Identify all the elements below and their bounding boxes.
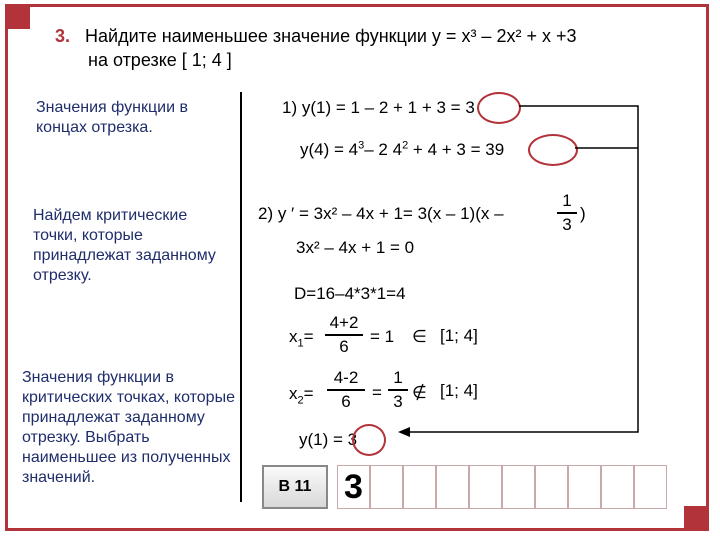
x1-result: = 1 — [370, 327, 395, 346]
derivative-fraction-den: 3 — [562, 214, 572, 234]
x2-fraction-den: 6 — [341, 391, 351, 411]
step-y1-expr: 1) у(1) = 1 – 2 + 1 + 3 = — [282, 98, 466, 117]
x1-eq: = — [303, 327, 314, 346]
x2-result-den: 3 — [393, 391, 403, 411]
x1-sub: 1 — [297, 337, 304, 350]
answer-cell[interactable] — [469, 465, 502, 509]
task-interval: на отрезке [ 1; 4 ] — [88, 50, 232, 70]
arrow-line — [400, 106, 638, 432]
step-y1-again-expr: у(1) = — [299, 430, 348, 449]
step-y1-value: 3 — [465, 98, 475, 117]
x1-fraction-den: 6 — [339, 336, 349, 356]
answer-cell[interactable] — [634, 465, 667, 509]
answer-cell[interactable]: 3 — [337, 465, 370, 509]
answer-cell[interactable] — [403, 465, 436, 509]
step-derivative: 2) у ′ = 3х² – 4х + 1= 3(х – 1)(х – — [258, 204, 504, 223]
left-note-min-value: Значения функции в критических точках, которые принадлежат заданному отрезку. Выбрать наименьшее из полученных значений. — [22, 369, 235, 486]
step-y4-part-c: 4 — [392, 140, 403, 159]
x2-result-eq: = — [372, 383, 382, 402]
step-y4-part-b: – 2 — [364, 140, 388, 159]
step-y4-part-a: у(4) = 4 — [300, 140, 359, 159]
left-note-critical-points: Найдем критические точки, которые принадлежат заданному отрезку. — [33, 207, 216, 284]
x2-result-num: 1 — [393, 368, 403, 387]
element-of-icon: ∈ — [412, 327, 427, 346]
answer-cells — [337, 465, 667, 509]
task-statement: Найдите наименьшее значение функции у = х³ – 2х² + х +3 — [85, 26, 577, 46]
answer-cell[interactable] — [535, 465, 568, 509]
x2-var: х — [289, 384, 298, 403]
step-y4-value: 39 — [485, 140, 505, 159]
step-discriminant: D=16–4*3*1=4 — [294, 284, 406, 303]
x2-eq: = — [303, 384, 314, 403]
answer-cell[interactable] — [370, 465, 403, 509]
arrow-head-icon — [398, 427, 410, 437]
x2-fraction-num: 4-2 — [333, 368, 359, 387]
x1-interval: [1; 4] — [440, 326, 478, 345]
x2-interval: [1; 4] — [440, 381, 478, 400]
answer-cell[interactable] — [436, 465, 469, 509]
x1-fraction-num: 4+2 — [329, 313, 359, 332]
answer-cell[interactable] — [568, 465, 601, 509]
step-y4: $у(4) = 4^3-$ 2 $4^2 + 4 + 3 = 39$ — [300, 139, 505, 159]
answer-label-box: В 11 — [262, 465, 328, 509]
step-y1-again-value: 3 — [347, 430, 358, 449]
step-y4-part-d: + 4 + 3 = — [408, 140, 486, 159]
derivative-close-paren: ) — [580, 204, 586, 223]
answer-cell[interactable] — [502, 465, 535, 509]
answer-cell[interactable] — [601, 465, 634, 509]
not-element-of-icon: ∉ — [412, 383, 427, 402]
derivative-fraction-num: 1 — [562, 191, 572, 210]
left-note-endpoints: Значения функции в концах отрезка. — [36, 99, 188, 136]
x2-sub: 2 — [297, 394, 304, 407]
task-number: 3. — [55, 26, 71, 46]
step-equation: 3х² – 4х + 1 = 0 — [296, 238, 415, 257]
x1-var: х — [289, 327, 298, 346]
